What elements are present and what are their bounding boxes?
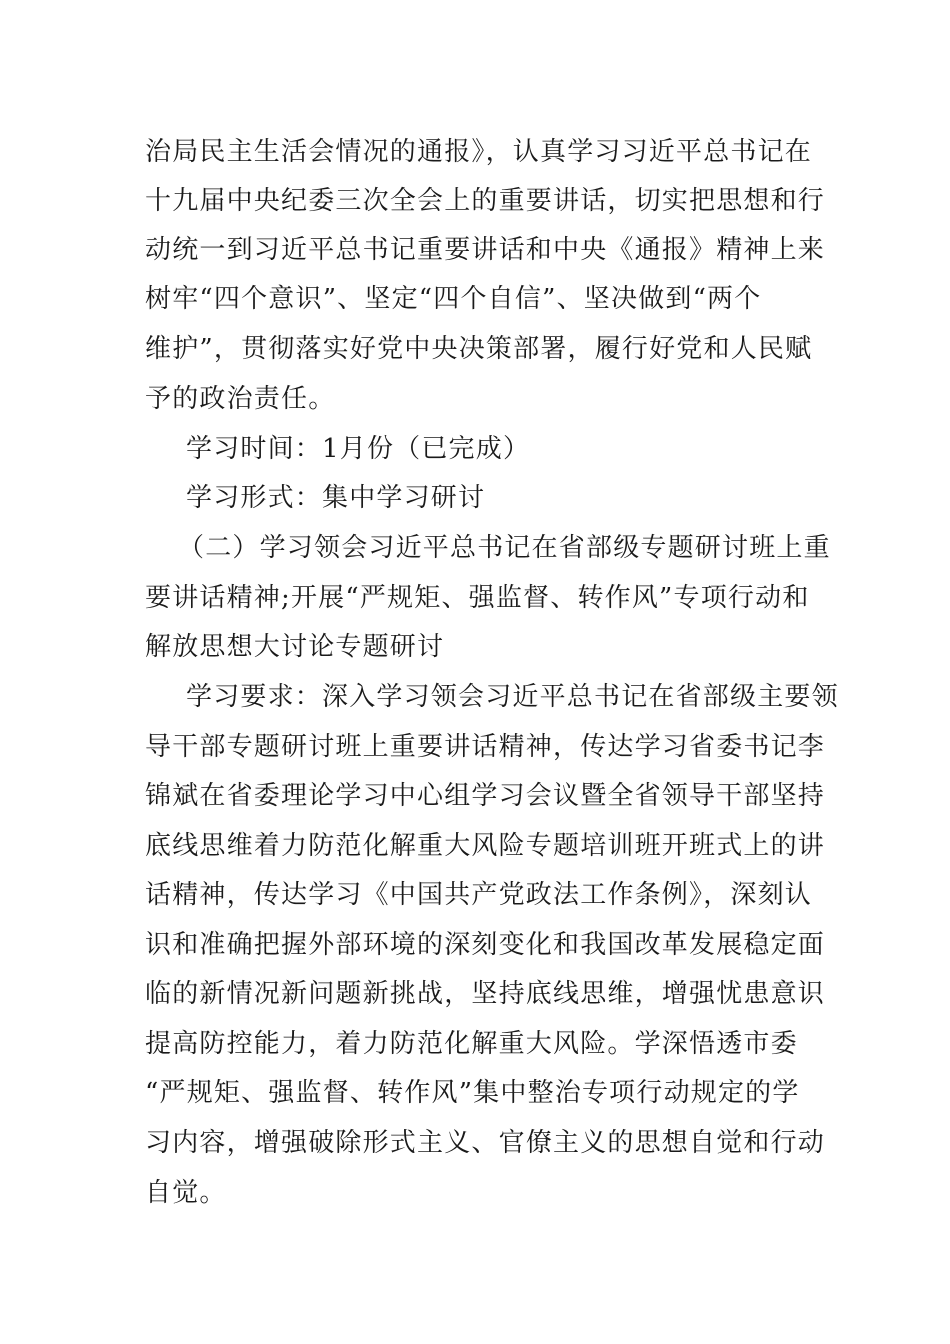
text-line: 话精神，传达学习《中国共产党政法工作条例》，深刻认 <box>145 880 813 910</box>
text-line: 要讲话精神;开展“严规矩、强监督、转作风”专项行动和 <box>145 583 810 613</box>
text-line: 识和准确把握外部环境的深刻变化和我国改革发展稳定面 <box>145 930 826 960</box>
study-form: 学习形式：集中学习研讨 <box>186 483 486 513</box>
text-line: 提高防控能力，着力防范化解重大风险。学深悟透市委 <box>145 1029 798 1059</box>
text-line: 自觉。 <box>145 1178 227 1208</box>
text-line: 树牢“四个意识”、坚定“四个自信”、坚决做到“两个 <box>145 284 762 314</box>
text-line: 底线思维着力防范化解重大风险专题培训班开班式上的讲 <box>145 831 826 861</box>
text-line: 动统一到习近平总书记重要讲话和中央《通报》精神上来 <box>145 235 826 265</box>
text-line: 导干部专题研讨班上重要讲话精神，传达学习省委书记李 <box>145 732 826 762</box>
study-time: 学习时间：1月份（已完成） <box>186 434 531 464</box>
text-line: 锦斌在省委理论学习中心组学习会议暨全省领导干部坚持 <box>145 781 826 811</box>
text-line: 治局民主生活会情况的通报》，认真学习习近平总书记在 <box>145 137 813 167</box>
text-line: 学习要求：深入学习领会习近平总书记在省部级主要领 <box>186 682 839 712</box>
text-line: 习内容，增强破除形式主义、官僚主义的思想自觉和行动 <box>145 1128 826 1158</box>
text-line: 十九届中央纪委三次全会上的重要讲话，切实把思想和行 <box>145 186 826 216</box>
text-line: 维护”，贯彻落实好党中央决策部署，履行好党和人民赋 <box>145 334 813 364</box>
text-line: （二）学习领会习近平总书记在省部级专题研讨班上重 <box>178 533 831 563</box>
text-line: “严规矩、强监督、转作风”集中整治专项行动规定的学 <box>145 1078 800 1108</box>
text-line: 临的新情况新问题新挑战，坚持底线思维，增强忧患意识 <box>145 979 826 1009</box>
text-line: 予的政治责任。 <box>145 384 336 414</box>
text-line: 解放思想大讨论专题研讨 <box>145 632 445 662</box>
